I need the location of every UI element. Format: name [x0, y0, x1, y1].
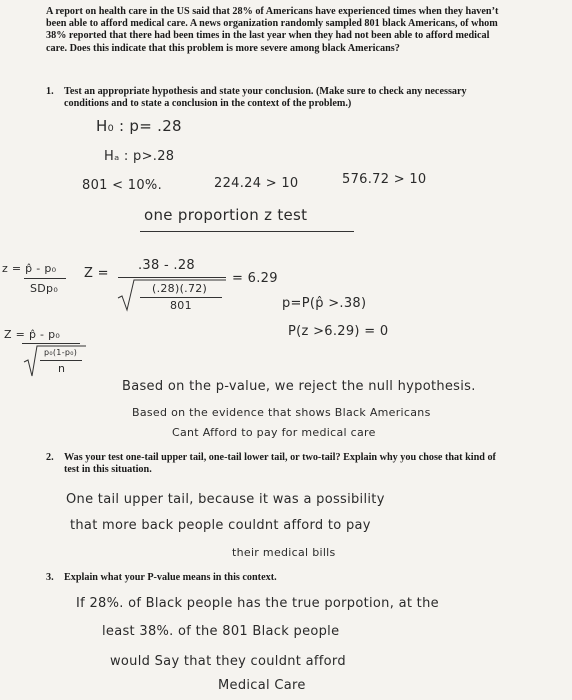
- z-result: = 6.29: [232, 271, 278, 286]
- z-formula-denominator: SDp₀: [30, 282, 59, 295]
- q3-answer-line-2: least 38%. of the 801 Black people: [102, 624, 340, 639]
- q3-prompt: Explain what your P-value means in this context.: [64, 572, 277, 583]
- test-name: one proportion z test: [144, 206, 308, 224]
- condition-10-percent: 801 < 10%.: [82, 178, 162, 193]
- q3-answer-line-3: would Say that they couldnt afford: [110, 654, 346, 669]
- pvalue-result: P(z >6.29) = 0: [288, 324, 389, 339]
- q1-prompt: Test an appropriate hypothesis and state your conclusion. (Make sure to check any necessary conditions and to state a conclusion in the context of the problem.): [64, 86, 467, 110]
- conclusion-line-2: Based on the evidence that shows Black Americans: [132, 406, 431, 419]
- z-sqrt-bar: [140, 297, 222, 298]
- z-sqrt-denominator: 801: [170, 299, 192, 312]
- q3-number: 3.: [46, 572, 54, 583]
- z-formula2-sqrt-num: p₀(1-p₀): [44, 348, 78, 357]
- condition-success: 224.24 > 10: [214, 176, 299, 191]
- z-formula-numerator: z = p̂ - p₀: [2, 262, 57, 275]
- conclusion-line-3: Cant Afford to pay for medical care: [172, 426, 376, 439]
- q2-number: 2.: [46, 452, 54, 463]
- q2-prompt: Was your test one-tail upper tail, one-tail lower tail, or two-tail? Explain why you chose that kind of test in this situation.: [64, 452, 496, 476]
- z-sqrt-numerator: (.28)(.72): [152, 282, 208, 295]
- q2-answer-line-2: that more back people couldnt afford to pay: [70, 518, 371, 533]
- z-formula2-bar: [22, 343, 80, 344]
- z-numerator: .38 - .28: [138, 258, 196, 273]
- q3-answer-line-4: Medical Care: [218, 678, 306, 693]
- null-hypothesis: H₀ : p= .28: [96, 117, 182, 135]
- z-formula-bar: [24, 278, 66, 279]
- z-formula2-n: n: [58, 362, 66, 375]
- conclusion-line-1: Based on the p-value, we reject the null hypothesis.: [122, 379, 476, 394]
- q3-answer-line-1: If 28%. of Black people has the true porpotion, at the: [76, 596, 439, 611]
- condition-failure: 576.72 > 10: [342, 172, 427, 187]
- q2-answer-line-3: their medical bills: [232, 546, 336, 559]
- z-formula2-numerator: Z = p̂ - p₀: [4, 328, 61, 341]
- pvalue-definition: p=P(p̂ >.38): [282, 296, 367, 311]
- alt-hypothesis: Hₐ : p>.28: [104, 149, 175, 164]
- z-formula2-sqrt-bar: [40, 360, 82, 361]
- test-name-underline: [140, 231, 354, 232]
- z-label: Z =: [84, 266, 109, 281]
- problem-intro: A report on health care in the US said that 28% of Americans have experienced times when they haven’t been able to afford medical care. A news organization randomly sampled 801 black Americans, of whom 38% reported that there had been times in the last year when they had not been able to afford medical care. Does this indicate that this problem is more severe among black Americans?: [46, 6, 499, 54]
- q1-number: 1.: [46, 86, 54, 97]
- q2-answer-line-1: One tail upper tail, because it was a possibility: [66, 492, 385, 507]
